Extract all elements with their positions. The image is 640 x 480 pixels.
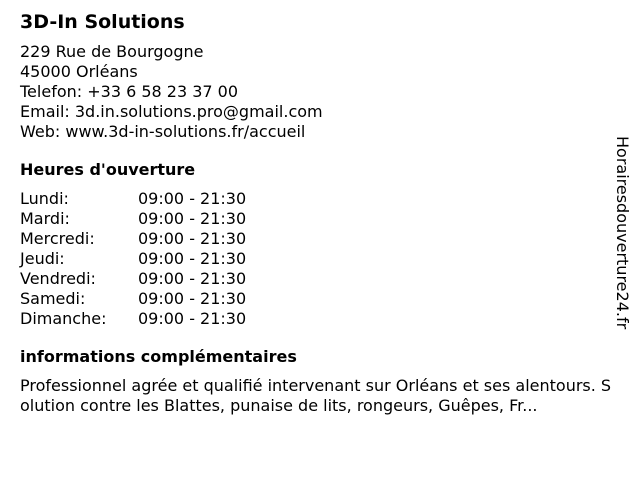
opening-hours: [20, 160, 620, 329]
day-label: Lundi:: [20, 189, 69, 208]
time-range: 09:00 - 21:30: [138, 189, 247, 208]
additional-info-title: informations complémentaires: [20, 347, 297, 366]
additional-info: [20, 347, 620, 416]
site-watermark: Horairesdouverture24.fr: [613, 136, 632, 330]
hours-row-sunday: [20, 309, 620, 329]
day-label: Dimanche:: [20, 309, 107, 328]
day-label: Jeudi:: [20, 249, 65, 268]
day-label: Mardi:: [20, 209, 70, 228]
time-range: 09:00 - 21:30: [138, 249, 247, 268]
hours-row-tuesday: [20, 209, 620, 229]
time-range: 09:00 - 21:30: [138, 229, 247, 248]
time-range: 09:00 - 21:30: [138, 309, 247, 328]
hours-row-wednesday: [20, 229, 620, 249]
phone-number: Telefon: +33 6 58 23 37 00: [20, 82, 239, 101]
time-range: 09:00 - 21:30: [138, 209, 247, 228]
time-range: 09:00 - 21:30: [138, 269, 247, 288]
business-description: Professionnel agrée et qualifié intervenant sur Orléans et ses alentours. Solution contre les Blattes, punaise de lits, rongeurs, Guêpes, Fr...: [20, 376, 612, 415]
time-range: 09:00 - 21:30: [138, 289, 247, 308]
day-label: Vendredi:: [20, 269, 96, 288]
company-name: 3D-In Solutions: [20, 11, 185, 33]
contact-block: [20, 42, 620, 142]
email-address: Email: 3d.in.solutions.pro@gmail.com: [20, 102, 323, 121]
street-address: 229 Rue de Bourgogne: [20, 42, 204, 61]
website-url: Web: www.3d-in-solutions.fr/accueil: [20, 122, 306, 141]
day-label: Samedi:: [20, 289, 86, 308]
hours-row-thursday: [20, 249, 620, 269]
opening-hours-title: Heures d'ouverture: [20, 160, 196, 179]
city-address: 45000 Orléans: [20, 62, 138, 81]
hours-row-saturday: [20, 289, 620, 309]
day-label: Mercredi:: [20, 229, 95, 248]
hours-row-monday: [20, 189, 620, 209]
hours-row-friday: [20, 269, 620, 289]
business-card: [20, 10, 620, 416]
